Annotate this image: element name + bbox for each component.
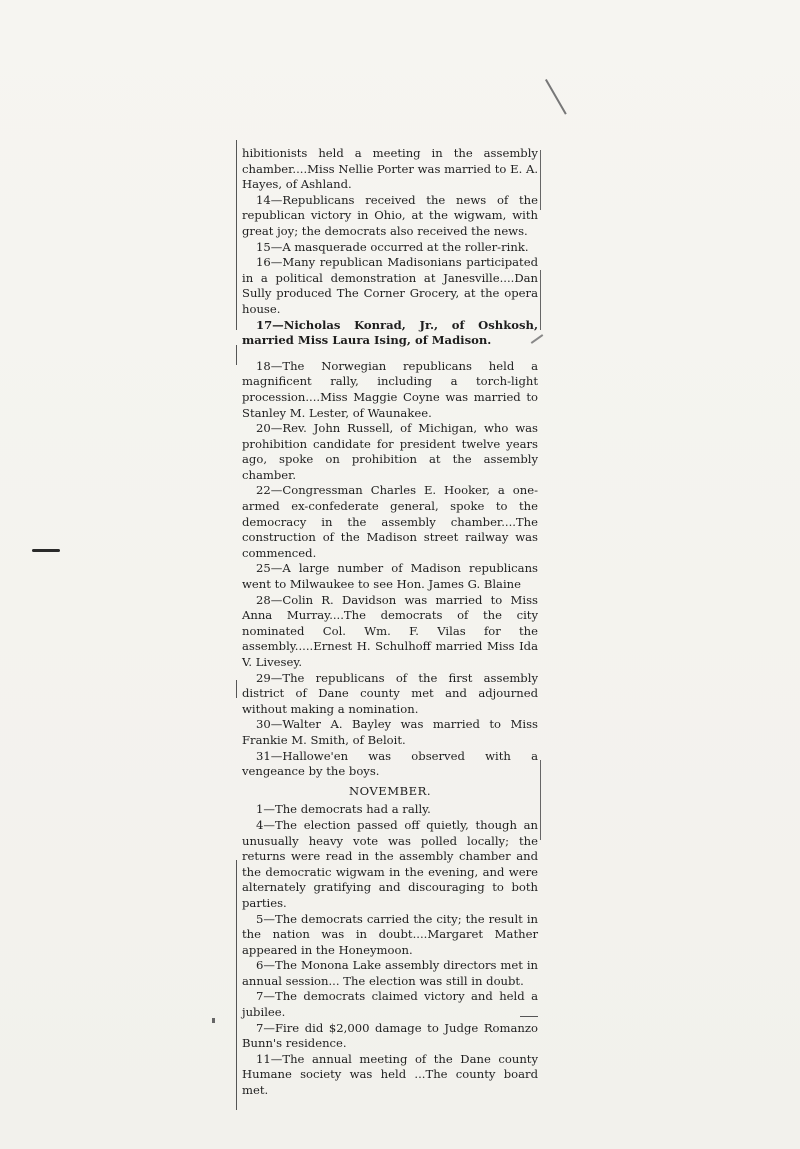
- ink-mark: [545, 79, 567, 115]
- article-paragraph: 14—Republicans received the news of the republican victory in Ohio, at the wigwam, with great joy; the democrats also received the news.: [242, 192, 538, 238]
- column-rule-right: [540, 760, 541, 840]
- article-paragraph: 16—Many republican Madisonians participated in a political demonstration at Janesville....Dan Sully produced The Corner Grocery, at the opera house.: [242, 255, 538, 316]
- article-column: [242, 146, 538, 1099]
- column-rule-left: [236, 140, 237, 330]
- article-paragraph: 31—Hallowe'en was observed with a vengeance by the boys.: [242, 748, 538, 779]
- article-paragraph: 15—A masquerade occurred at the roller-rink.: [256, 239, 529, 254]
- article-paragraph: 25—A large number of Madison republicans went to Milwaukee to see Hon. James G. Blaine: [242, 561, 538, 592]
- margin-ink-dash: [32, 549, 60, 552]
- article-paragraph: 1—The democrats had a rally.: [256, 802, 431, 817]
- section-heading: NOVEMBER.: [348, 783, 432, 798]
- article-paragraph: 17—Nicholas Konrad, Jr., of Oshkosh, married Miss Laura Ising, of Madison.: [242, 317, 538, 348]
- article-paragraph: 28—Colin R. Davidson was married to Miss Anna Murray....The democrats of the city nominated Col. Wm. F. Vilas for the assembly.....Ernest H. Schulhoff married Miss Ida V. Livesey.: [242, 592, 538, 669]
- column-rule-left: [236, 680, 237, 698]
- article-paragraph: 30—Walter A. Bayley was married to Miss Frankie M. Smith, of Beloit.: [242, 717, 538, 747]
- column-rule-left: [236, 345, 237, 365]
- article-paragraph: hibitionists held a meeting in the assembly chamber....Miss Nellie Porter was married to E. A. Hayes, of Ashland.: [242, 146, 538, 192]
- article-paragraph: 11—The annual meeting of the Dane county Humane society was held ...The county board met.: [242, 1051, 538, 1098]
- column-rule-right: [540, 270, 541, 330]
- article-paragraph: 22—Congressman Charles E. Hooker, a one-armed ex-confederate general, spoke to the democracy in the assembly chamber....The construction of the Madison street railway was commenced.: [242, 483, 538, 560]
- article-paragraph: 4—The election passed off quietly, though an unusually heavy vote was polled locally; the returns were read in the assembly chamber and the democratic wigwam in the evening, and were alternately gratifying and discouraging to both parties.: [242, 817, 538, 910]
- article-paragraph: 7—Fire did $2,000 damage to Judge Romanzo Bunn's residence.: [242, 1020, 538, 1051]
- article-paragraph: 29—The republicans of the first assembly district of Dane county met and adjourned without making a nomination.: [242, 670, 538, 716]
- article-paragraph: 18—The Norwegian republicans held a magnificent rally, including a torch-light procession....Miss Maggie Coyne was married to Stanley M. Lester, of Waunakee.: [242, 358, 538, 420]
- margin-ink-dot: [212, 1018, 215, 1023]
- article-paragraph: 5—The democrats carried the city; the result in the nation was in doubt....Margaret Mather appeared in the Honeymoon.: [242, 911, 538, 957]
- article-paragraph: 20—Rev. John Russell, of Michigan, who was prohibition candidate for president twelve years ago, spoke on prohibition at the assembly chamber.: [242, 421, 538, 482]
- article-paragraph: 7—The democrats claimed victory and held a jubilee.: [242, 989, 538, 1020]
- column-rule-left: [236, 860, 237, 1110]
- column-rule-right: [540, 150, 541, 210]
- article-paragraph: 6—The Monona Lake assembly directors met in annual session... The election was still in doubt.: [242, 958, 538, 988]
